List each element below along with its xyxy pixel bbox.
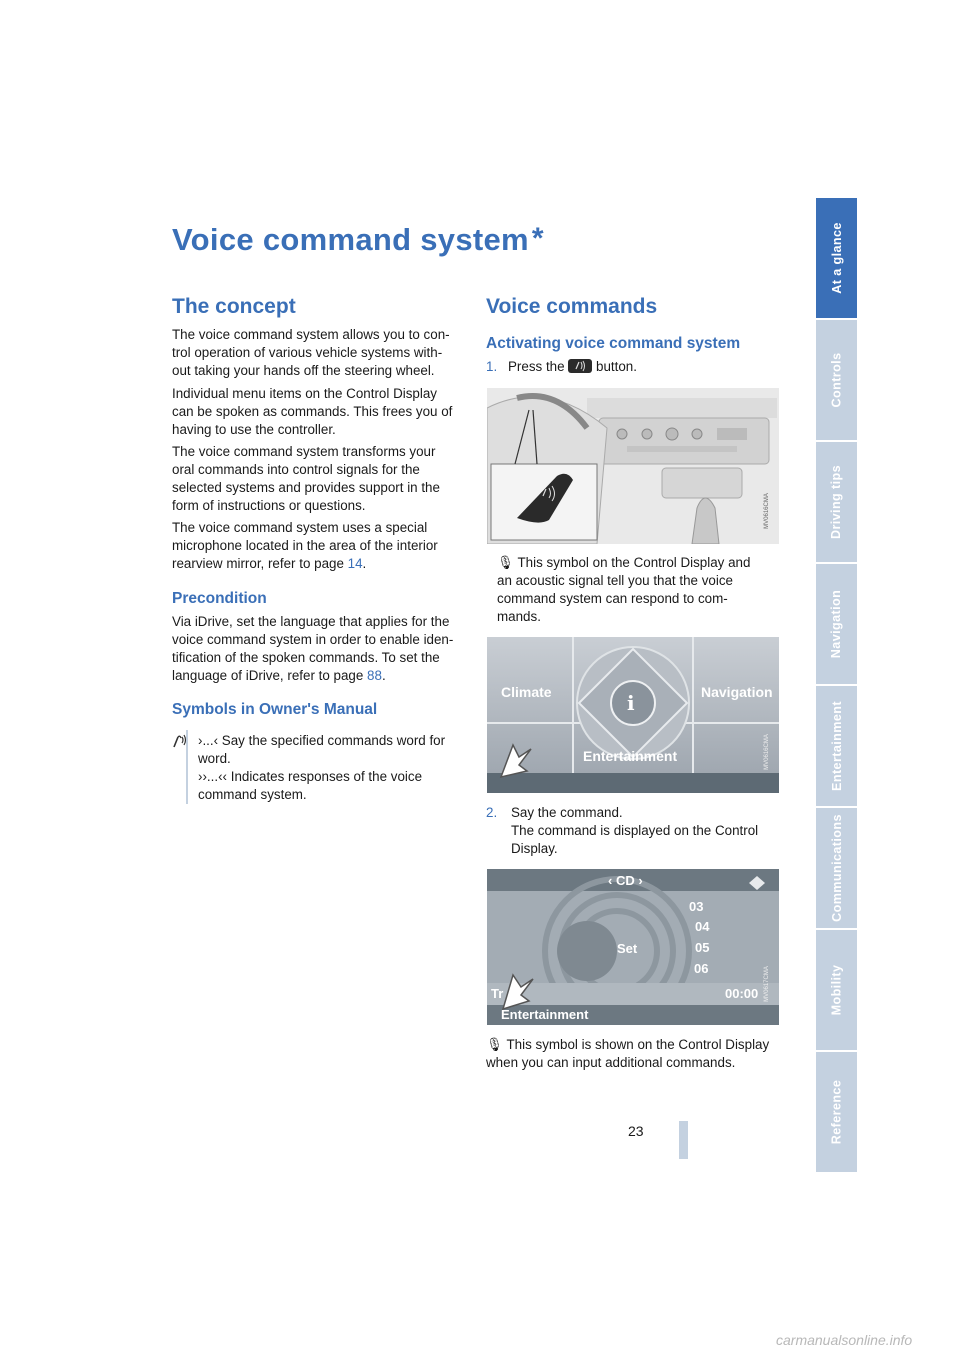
tab-label: Reference <box>829 1079 844 1145</box>
symbols-box <box>172 730 468 804</box>
page-number: 23 <box>628 1123 644 1139</box>
step-1: 1. Press the button. <box>486 359 637 374</box>
heading-the-concept: The concept <box>172 295 296 318</box>
tab-controls[interactable] <box>816 320 857 442</box>
image-code: MV0616CMA <box>763 734 770 770</box>
page-link-14[interactable]: 14 <box>347 556 363 571</box>
track-label: Tr <box>491 986 504 1001</box>
track-03[interactable]: 03 <box>689 899 704 914</box>
tab-reference[interactable] <box>816 1052 857 1174</box>
pointer-arrow-icon <box>497 965 537 1015</box>
pointer-arrow-icon <box>495 737 535 787</box>
voice-symbol-icon: 🎙 <box>497 555 514 570</box>
set-button[interactable]: Set <box>617 941 638 956</box>
concept-paragraph-2: Individual menu items on the Control Display can be spoken as commands. This frees you of having to use the controller. <box>172 386 453 437</box>
page-marker-bar <box>679 1121 688 1159</box>
tab-driving-tips[interactable] <box>816 442 857 564</box>
menu-navigation[interactable]: Navigation <box>701 684 773 700</box>
dashboard-illustration <box>487 388 779 544</box>
page-link-88[interactable]: 88 <box>367 668 382 683</box>
step-2-number: 2. <box>486 805 498 820</box>
note-additional-commands: 🎙 This symbol is shown on the Control Display when you can input additional commands. <box>486 1037 770 1070</box>
track-06[interactable]: 06 <box>694 961 709 976</box>
voice-symbol-icon: 🎙 <box>486 1037 503 1052</box>
dashboard-photo <box>487 388 779 544</box>
tab-label: Driving tips <box>829 464 844 540</box>
tab-entertainment[interactable] <box>816 686 857 808</box>
step-2: Say the command. The command is displayed on the Control Display. <box>511 805 759 856</box>
tab-navigation[interactable] <box>816 564 857 686</box>
tab-label: At a glance <box>829 222 844 294</box>
cd-source-title[interactable]: ‹ CD › <box>608 873 643 888</box>
talk-button-icon <box>568 359 592 373</box>
heading-symbols: Symbols in Owner's Manual <box>172 701 378 718</box>
track-05[interactable]: 05 <box>695 940 710 955</box>
tab-label: Navigation <box>829 589 844 659</box>
image-code: MV0617CMA <box>763 966 770 1002</box>
heading-voice-commands: Voice commands <box>486 295 658 318</box>
page-title: Voice command system * <box>172 222 544 257</box>
symbol-responses: ››...‹‹ Indicates responses of the voice command system. <box>198 769 423 802</box>
heading-activating: Activating voice command system <box>486 335 741 352</box>
tab-label: Entertainment <box>829 701 844 791</box>
site-watermark: carmanualsonline.info <box>776 1332 913 1348</box>
precondition-paragraph: Via iDrive, set the language that applies for the voice command system in order to enable iden- tification of the spoken commands. To set the language of iDrive, refer to page 88. <box>172 614 454 683</box>
menu-entertainment[interactable]: Entertainment <box>583 748 678 764</box>
concept-paragraph-4: The voice command system uses a special microphone located in the area of the interior rearview mirror, refer to page 14. <box>172 520 438 571</box>
image-code: MV0616CMA <box>763 493 770 529</box>
track-04[interactable]: 04 <box>695 919 710 934</box>
tab-label: Mobility <box>829 964 844 1016</box>
control-display-menu <box>487 637 779 793</box>
symbols-divider <box>186 730 188 804</box>
chapter-tabs <box>816 198 857 1174</box>
tab-label: Controls <box>829 352 844 408</box>
tab-communications[interactable] <box>816 808 857 930</box>
symbol-say-command: ›...‹ Say the specified commands word for word. <box>198 733 446 766</box>
menu-climate[interactable]: Climate <box>501 684 552 700</box>
elapsed-time: 00:00 <box>725 986 759 1001</box>
concept-paragraph-3: The voice command system transforms your oral commands into control signals for the selected systems and provides support in the form of instructions or questions. <box>172 444 440 513</box>
footer-entertainment[interactable]: Entertainment <box>501 1007 589 1022</box>
control-display-cd <box>487 869 779 1025</box>
tab-label: Communications <box>829 814 844 922</box>
heading-precondition: Precondition <box>172 590 267 607</box>
note-voice-symbol: 🎙 This symbol on the Control Display and an acoustic signal tell you that the voice command system can respond to com- mands. <box>497 555 751 624</box>
tab-at-a-glance[interactable] <box>816 198 857 320</box>
optional-equipment-star: * <box>531 222 544 255</box>
tab-mobility[interactable] <box>816 930 857 1052</box>
concept-paragraph-1: The voice command system allows you to con- trol operation of various vehicle systems with- out taking your hands off the steering wheel. <box>172 327 450 378</box>
info-icon[interactable]: i <box>627 691 635 715</box>
